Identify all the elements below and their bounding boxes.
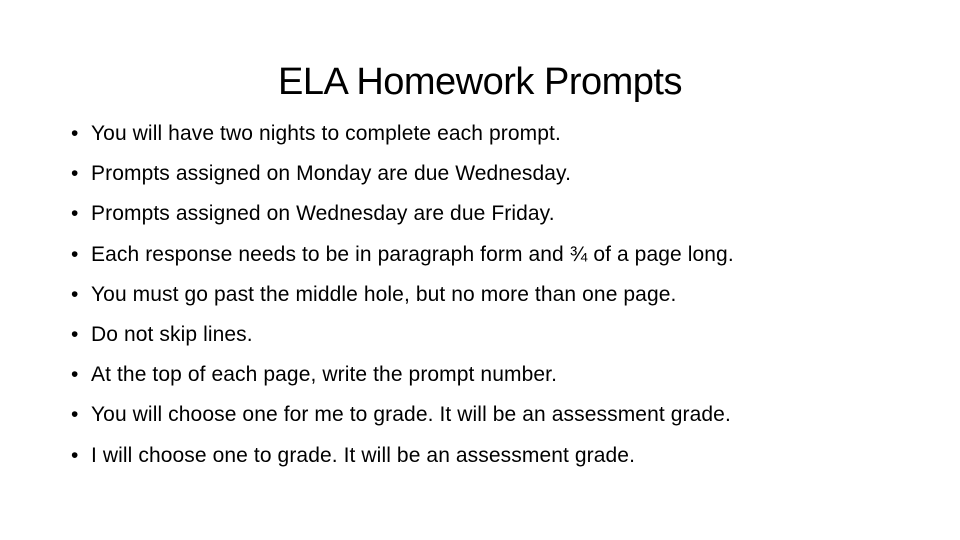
bullet-text: Do not skip lines. bbox=[91, 322, 253, 346]
bullet-item bbox=[71, 235, 951, 275]
bullet-item bbox=[71, 275, 951, 315]
bullet-dot-icon: • bbox=[71, 363, 79, 387]
bullet-text: You will choose one for me to grade. It will be an assessment grade. bbox=[91, 403, 731, 427]
bullet-item bbox=[71, 194, 951, 234]
bullet-dot-icon: • bbox=[71, 403, 79, 427]
bullet-text: I will choose one to grade. It will be an assessment grade. bbox=[91, 443, 636, 467]
bullet-dot-icon: • bbox=[71, 122, 79, 145]
bullet-dot-icon: • bbox=[71, 322, 79, 346]
bullet-item bbox=[71, 114, 951, 154]
bullet-dot-icon: • bbox=[71, 242, 79, 266]
bullet-text: You must go past the middle hole, but no more than one page. bbox=[91, 282, 677, 306]
bullet-text: You will have two nights to complete each prompt. bbox=[91, 122, 561, 145]
bullet-item bbox=[71, 395, 951, 435]
bullet-dot-icon: • bbox=[71, 202, 79, 226]
bullet-item bbox=[71, 355, 951, 395]
bullet-dot-icon: • bbox=[71, 282, 79, 306]
bullet-dot-icon: • bbox=[71, 162, 79, 186]
bullet-item bbox=[71, 315, 951, 355]
bullet-text: Each response needs to be in paragraph form and ¾ of a page long. bbox=[91, 242, 734, 266]
bullet-list bbox=[71, 114, 951, 476]
bullet-text: Prompts assigned on Monday are due Wednesday. bbox=[91, 162, 572, 186]
bullet-text: Prompts assigned on Wednesday are due Friday. bbox=[91, 202, 555, 226]
slide-title: ELA Homework Prompts bbox=[278, 61, 682, 103]
bullet-text: At the top of each page, write the prompt number. bbox=[91, 363, 558, 387]
bullet-dot-icon: • bbox=[71, 443, 79, 467]
bullet-item bbox=[71, 154, 951, 194]
bullet-item bbox=[71, 436, 951, 476]
